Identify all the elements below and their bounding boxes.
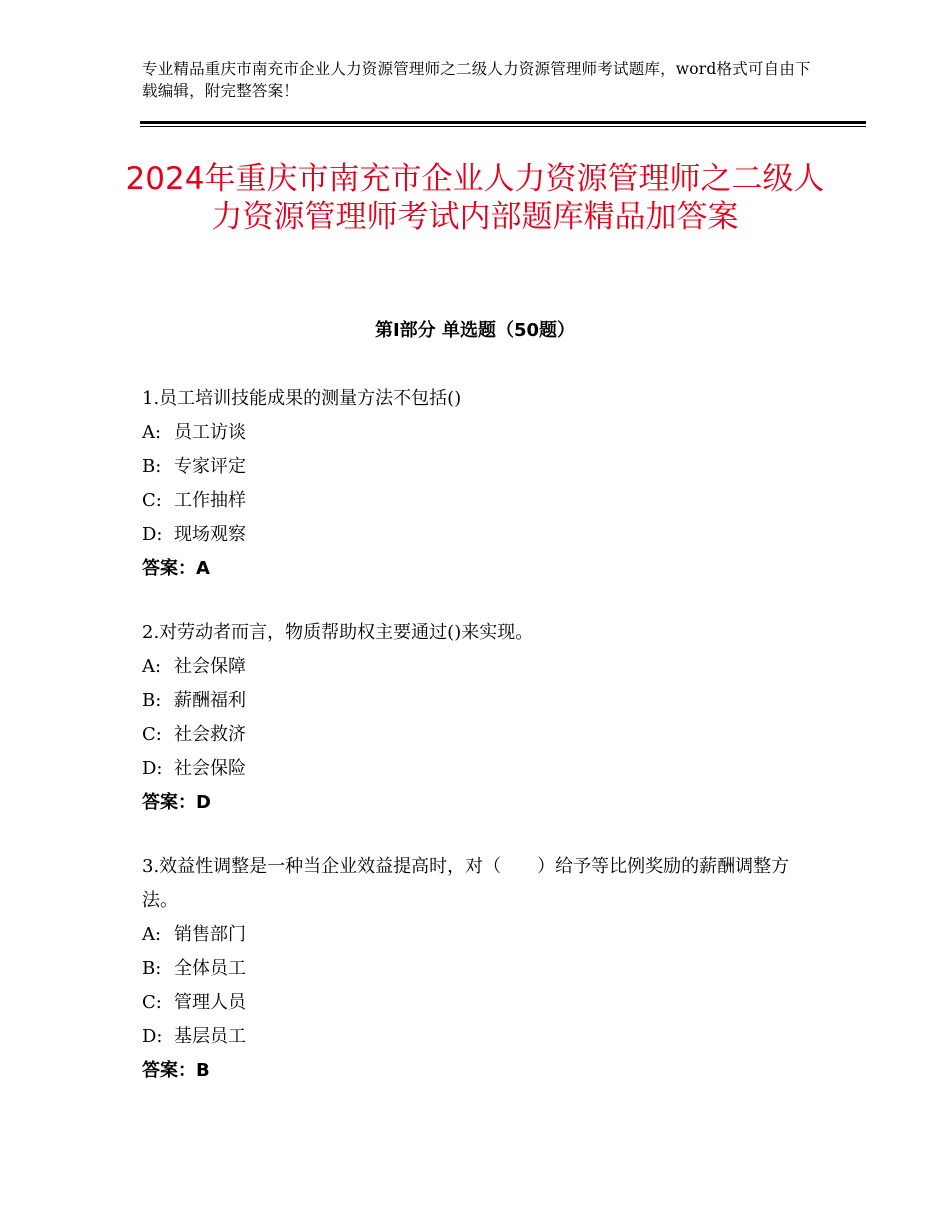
option-text: 薪酬福利 — [174, 690, 246, 711]
header-rule — [140, 121, 866, 127]
option-text: 员工访谈 — [174, 422, 246, 443]
option-text: 专家评定 — [174, 456, 246, 477]
option-a — [142, 918, 822, 952]
option-b — [142, 450, 822, 484]
option-c — [142, 484, 822, 518]
question-stem: 1.员工培训技能成果的测量方法不包括() — [142, 388, 462, 409]
option-letter: A: — [142, 656, 162, 677]
option-letter: B: — [142, 456, 162, 477]
option-d — [142, 752, 822, 786]
option-c — [142, 718, 822, 752]
question-list — [142, 382, 822, 1118]
header-rule-thick — [140, 121, 866, 124]
header-note: 专业精品重庆市南充市企业人力资源管理师之二级人力资源管理师考试题库，word格式可自由下载编辑，附完整答案！ — [142, 60, 811, 100]
option-b — [142, 684, 822, 718]
header-rule-thin — [140, 126, 866, 127]
option-text: 现场观察 — [174, 524, 246, 545]
option-letter: B: — [142, 958, 162, 979]
answer-label: 答案： — [142, 558, 196, 579]
option-letter: D: — [142, 1026, 163, 1047]
option-text: 工作抽样 — [174, 490, 246, 511]
option-d — [142, 518, 822, 552]
option-text: 基层员工 — [174, 1026, 246, 1047]
option-b — [142, 952, 822, 986]
option-d — [142, 1020, 822, 1054]
option-text: 社会救济 — [174, 724, 246, 745]
question-2 — [142, 616, 822, 820]
option-text: 管理人员 — [174, 992, 246, 1013]
option-letter: A: — [142, 924, 162, 945]
option-c — [142, 986, 822, 1020]
question-stem: 3.效益性调整是一种当企业效益提高时，对（ ）给予等比例奖励的薪酬调整方法。 — [142, 856, 790, 911]
option-letter: D: — [142, 758, 163, 779]
answer-label: 答案： — [142, 1060, 196, 1081]
option-a — [142, 650, 822, 684]
option-text: 社会保障 — [174, 656, 246, 677]
answer-value: A — [196, 558, 210, 579]
option-letter: A: — [142, 422, 162, 443]
question-1 — [142, 382, 822, 586]
question-3 — [142, 850, 822, 1088]
answer-line — [142, 786, 822, 820]
option-letter: C: — [142, 992, 162, 1013]
option-letter: C: — [142, 490, 162, 511]
answer-value: B — [196, 1060, 210, 1081]
option-a — [142, 416, 822, 450]
option-text: 社会保险 — [174, 758, 246, 779]
option-letter: D: — [142, 524, 163, 545]
section-title: 第Ⅰ部分 单选题（50题） — [374, 320, 575, 341]
document-title: 2024年重庆市南充市企业人力资源管理师之二级人力资源管理师考试内部题库精品加答案 — [125, 161, 825, 235]
option-letter: B: — [142, 690, 162, 711]
answer-line — [142, 552, 822, 586]
option-letter: C: — [142, 724, 162, 745]
answer-value: D — [196, 792, 211, 813]
option-text: 全体员工 — [174, 958, 246, 979]
answer-line — [142, 1054, 822, 1088]
question-stem: 2.对劳动者而言，物质帮助权主要通过()来实现。 — [142, 622, 534, 643]
answer-label: 答案： — [142, 792, 196, 813]
option-text: 销售部门 — [174, 924, 246, 945]
